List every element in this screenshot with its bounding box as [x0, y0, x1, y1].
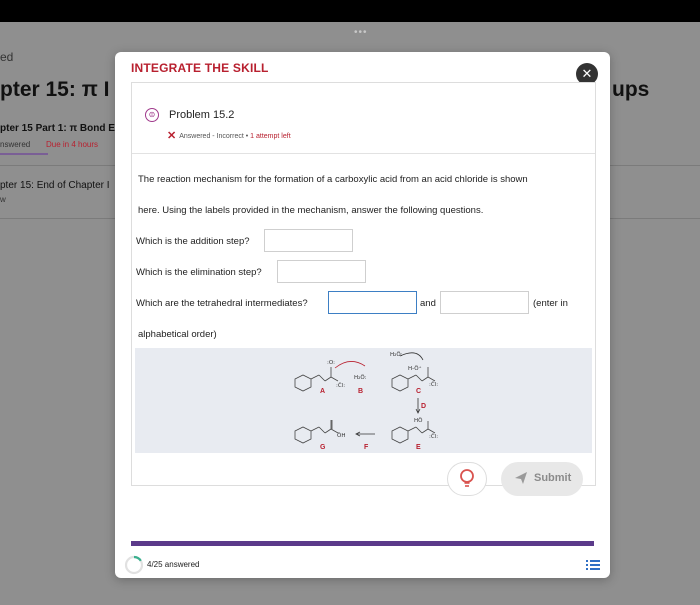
problem-title: Problem 15.2: [169, 109, 235, 121]
mech-label-c: C: [416, 388, 422, 395]
question-intro-line1: The reaction mechanism for the formation of a carboxylic acid from an acid chloride is shown: [138, 174, 528, 185]
submit-label: Submit: [534, 472, 572, 484]
mech-cl-c: :C̈l:: [429, 382, 439, 388]
mech-oh-c: H-Ö⁺: [408, 366, 422, 372]
bg-heading: pter 15: π I: [0, 78, 110, 101]
bg-progress-bar: [0, 153, 48, 155]
mech-label-f: F: [364, 444, 369, 451]
mech-water-top: H₂Ö:: [390, 352, 403, 358]
problem-icon: ⊜: [145, 108, 159, 122]
status-separator: •: [245, 133, 249, 140]
mech-label-g: G: [320, 444, 326, 451]
lightbulb-icon: [448, 463, 486, 495]
status-text: Answered - Incorrect: [179, 133, 244, 140]
mech-o-a: :O:: [327, 360, 335, 366]
bg-row-status: nswered: [0, 140, 31, 149]
bg-divider: [0, 165, 115, 166]
addition-step-label: Which is the addition step?: [136, 236, 250, 247]
tetrahedral-label: Which are the tetrahedral intermediates?: [136, 298, 308, 309]
mech-ho-e: HÖ: [414, 418, 423, 424]
progress-text: 4/25 answered: [147, 560, 200, 569]
tetrahedral-input-2[interactable]: [440, 291, 529, 314]
mech-water-b: H₂Ö:: [354, 375, 367, 381]
alphabetical-hint: (enter in: [533, 298, 568, 309]
and-label: and: [420, 298, 436, 309]
problem-status: [167, 128, 291, 141]
mech-cl-e: :C̈l:: [429, 434, 439, 440]
progress-ring-icon: [124, 555, 144, 575]
send-icon: [514, 471, 528, 485]
bg-row2-title[interactable]: pter 15: End of Chapter I: [0, 180, 110, 191]
bg-divider-2: [0, 218, 115, 219]
elimination-step-input[interactable]: [277, 260, 366, 283]
bg-row-title[interactable]: pter 15 Part 1: π Bond E: [0, 123, 115, 134]
hint-button[interactable]: [447, 462, 487, 496]
question-intro-line2: here. Using the labels provided in the mechanism, answer the following questions.: [138, 205, 484, 216]
bg-divider-right-2: [610, 218, 700, 219]
elimination-step-label: Which is the elimination step?: [136, 267, 262, 278]
submit-button[interactable]: [501, 462, 583, 496]
mechanism-image: [135, 348, 592, 453]
bg-heading-right: ups: [612, 78, 650, 101]
alphabetical-hint-line2: alphabetical order): [138, 329, 217, 340]
mech-label-b: B: [358, 388, 364, 395]
mech-label-e: E: [416, 444, 421, 451]
integrate-skill-modal: [115, 52, 610, 578]
mech-label-d: D: [421, 403, 427, 410]
bg-divider-right: [610, 165, 700, 166]
mech-oh-g: ÖH: [337, 433, 346, 439]
footer-rule: [131, 541, 594, 546]
addition-step-input[interactable]: [264, 229, 353, 252]
mech-label-a: A: [320, 388, 326, 395]
bg-row2-sub: w: [0, 195, 6, 204]
bg-label: ed: [0, 50, 14, 64]
incorrect-icon: ✕: [167, 130, 177, 142]
problem-panel: [131, 82, 596, 486]
tetrahedral-input-1[interactable]: [328, 291, 417, 314]
modal-title: INTEGRATE THE SKILL: [131, 61, 269, 75]
window-dots: •••: [354, 27, 368, 38]
bg-row-due: Due in 4 hours: [46, 140, 99, 149]
mechanism-diagram: [135, 348, 592, 453]
close-button[interactable]: ✕: [576, 63, 598, 85]
list-icon[interactable]: [585, 557, 601, 573]
top-bar: [0, 0, 700, 22]
mech-cl-a: :C̈l:: [336, 383, 346, 389]
attempts-text: 1 attempt left: [250, 133, 291, 140]
panel-divider: [132, 153, 595, 154]
